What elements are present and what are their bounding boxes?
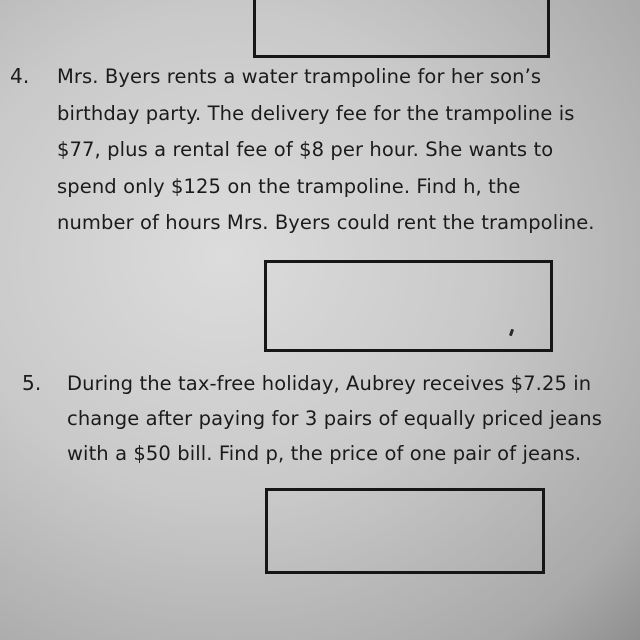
answer-box-3[interactable] [253,0,550,58]
problem-4-line-3: $77, plus a rental fee of $8 per hour. She wants to [57,138,554,161]
answer-box-5[interactable] [265,488,545,574]
problem-4-line-1: Mrs. Byers rents a water trampoline for her son’s [57,65,542,88]
problem-4-line-5: number of hours Mrs. Byers could rent the trampoline. [57,211,595,234]
problem-5-line-3: with a $50 bill. Find p, the price of one pair of jeans. [67,442,582,465]
problem-5-text [67,366,602,471]
problem-5-number: 5. [22,371,42,395]
answer-box-4[interactable] [264,260,553,352]
problem-5-line-1: During the tax-free holiday, Aubrey receives $7.25 in [67,372,592,395]
problem-4-text [57,59,595,242]
problem-5-line-2: change after paying for 3 pairs of equally priced jeans [67,407,602,430]
problem-4-line-4: spend only $125 on the trampoline. Find h, the [57,174,521,198]
problem-4-line-2: birthday party. The delivery fee for the trampoline is [57,101,575,125]
problem-4-number: 4. [10,64,30,88]
